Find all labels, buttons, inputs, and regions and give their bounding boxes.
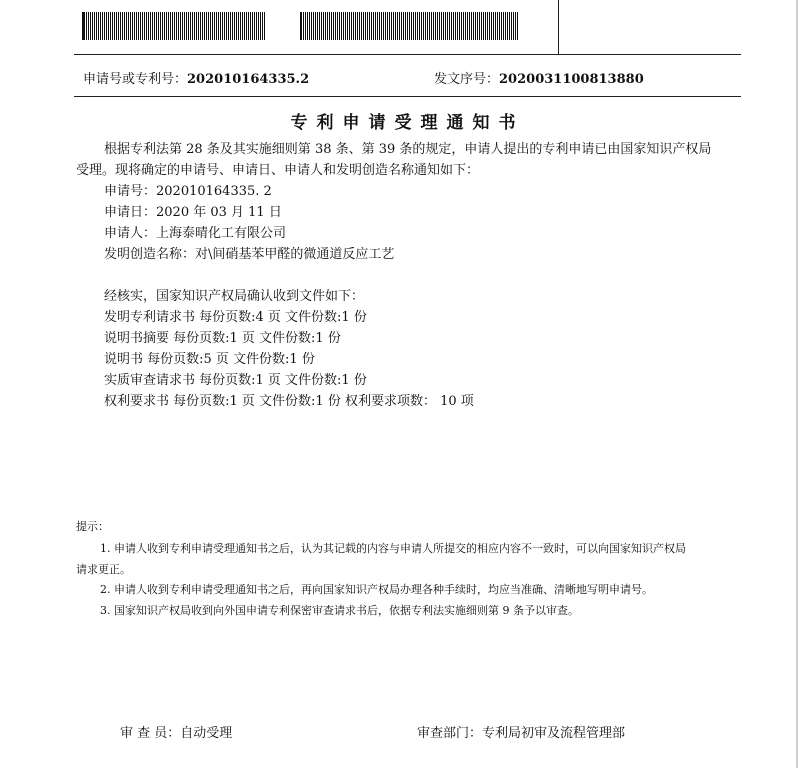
intro-paragraph-line-2: 受理。现将确定的申请号、申请日、申请人和发明创造名称通知如下： [76, 163, 480, 178]
examiner-signature: 审 查 员：自动受理 [120, 726, 233, 741]
invention-name-line: 发明创造名称：对\间硝基苯甲醛的微通道反应工艺 [104, 247, 395, 262]
application-number-label: 申请号或专利号： [83, 72, 188, 87]
document-list-item: 实质审查请求书 每份页数:1 页 文件份数:1 份 [104, 373, 367, 388]
document-serial-value: 2020031100813880 [499, 72, 644, 87]
document-list-item: 发明专利请求书 每份页数:4 页 文件份数:1 份 [104, 310, 367, 325]
header-divider-vertical [558, 0, 559, 54]
applicant-line: 申请人：上海泰晴化工有限公司 [104, 226, 287, 241]
received-documents-intro: 经核实，国家知识产权局确认收到文件如下： [104, 289, 365, 304]
note-item-1: 1. 申请人收到专利申请受理通知书之后，认为其记载的内容与申请人所提交的相应内容不一致时，可以向国家知识产权局 [100, 542, 686, 555]
note-item-1-continued: 请求更正。 [76, 563, 131, 576]
document-list-item: 说明书 每份页数:5 页 文件份数:1 份 [104, 352, 315, 367]
barcode-left [82, 12, 265, 40]
document-list-item: 说明书摘要 每份页数:1 页 文件份数:1 份 [104, 331, 341, 346]
header-rule-bottom [74, 96, 741, 97]
header-rule-top [74, 54, 741, 55]
barcode-right [300, 12, 518, 40]
application-number-field [83, 68, 309, 87]
intro-paragraph-line-1: 根据专利法第 28 条及其实施细则第 38 条、第 39 条的规定，申请人提出的专利申请已由国家知识产权局 [104, 142, 712, 157]
examining-department: 审查部门：专利局初审及流程管理部 [417, 726, 626, 741]
application-number-line: 申请号：202010164335. 2 [104, 184, 272, 199]
page-edge [796, 0, 798, 768]
application-number-value: 202010164335.2 [187, 72, 310, 87]
note-item-2: 2. 申请人收到专利申请受理通知书之后，再向国家知识产权局办理各种手续时，均应当准确、清晰地写明申请号。 [100, 583, 653, 596]
notice-title: 专利申请受理通知书 [290, 113, 525, 133]
notes-heading: 提示： [76, 520, 109, 533]
document-serial-label: 发文序号： [434, 72, 500, 87]
filing-date-line: 申请日：2020 年 03 月 11 日 [104, 205, 282, 220]
document-list-item: 权利要求书 每份页数:1 页 文件份数:1 份 权利要求项数： 10 项 [104, 394, 474, 409]
document-serial-field [434, 68, 644, 87]
note-item-3: 3. 国家知识产权局收到向外国申请专利保密审查请求书后，依据专利法实施细则第 9 条予以审查。 [100, 604, 579, 617]
